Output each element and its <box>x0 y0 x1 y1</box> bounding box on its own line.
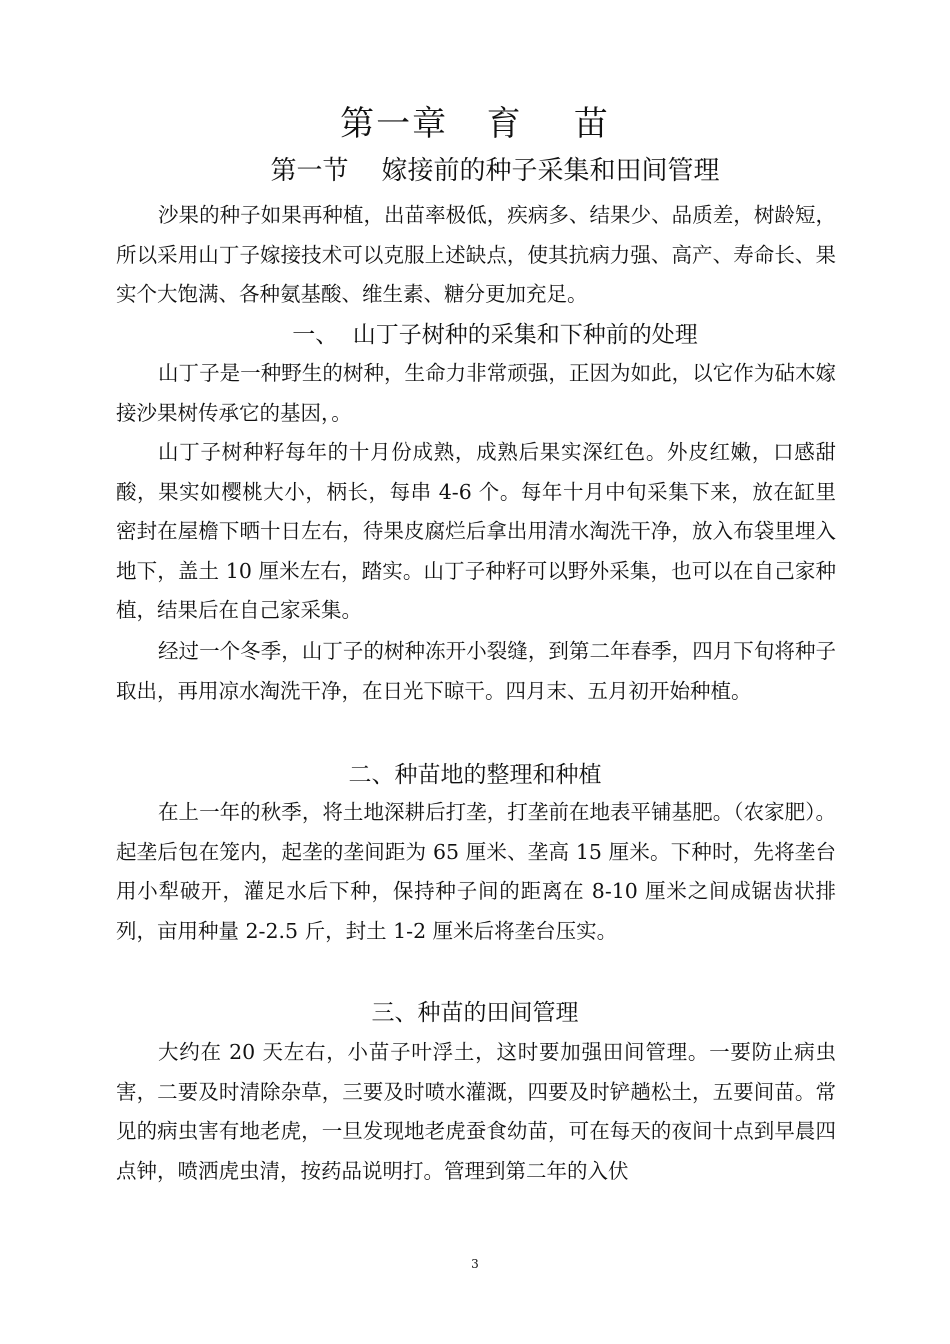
intro-paragraph: 沙果的种子如果再种植，出苗率极低，疾病多、结果少、品质差，树龄短，所以采用山丁子嫁接技术可以克服上述缺点，使其抗病力强、高产、寿命长、果实个大饱满、各种氨基酸、维生素、糖分更加充足。 <box>116 203 836 306</box>
subsection-heading-2: 二、种苗地的整理和种植 <box>348 762 602 788</box>
page-number: 3 <box>471 1257 479 1271</box>
chapter-title: 第一章 育 苗 <box>340 104 610 144</box>
body-paragraph: 经过一个冬季，山丁子的树种冻开小裂缝，到第二年春季，四月下旬将种子取出，再用凉水淘洗干净，在日光下晾干。四月末、五月初开始种植。 <box>116 639 836 703</box>
body-paragraph: 在上一年的秋季，将土地深耕后打垄，打垄前在地表平铺基肥。（农家肥）。起垄后包在笼内，起垄的垄间距为 65 厘米、垄高 15 厘米。下种时，先将垄台用小犁破开，灌足水后下种，保持种子间的距离在 8-10 厘米之间成锯齿状排列，亩用种量 2-2.5 斤，封土 1-2 厘米后将垄台压实。 <box>116 800 836 943</box>
subsection-heading-1: 一、 山丁子树种的采集和下种前的处理 <box>292 322 698 348</box>
body-paragraph: 大约在 20 天左右，小苗子叶浮土，这时要加强田间管理。一要防止病虫害，二要及时清除杂草，三要及时喷水灌溉，四要及时铲趟松土，五要间苗。常见的病虫害有地老虎，一旦发现地老虎蚕食幼苗，可在每天的夜间十点到早晨四点钟，喷洒虎虫清，按药品说明打。管理到第二年的入伏 <box>116 1040 836 1183</box>
subsection-heading-3: 三、种苗的田间管理 <box>371 1000 579 1026</box>
section-title: 第一节 嫁接前的种子采集和田间管理 <box>270 156 720 186</box>
body-paragraph: 山丁子是一种野生的树种，生命力非常顽强，正因为如此，以它作为砧木嫁接沙果树传承它的基因，。 <box>116 361 836 425</box>
body-paragraph: 山丁子树种籽每年的十月份成熟，成熟后果实深红色。外皮红嫩，口感甜酸，果实如樱桃大小，柄长，每串 4-6 个。每年十月中旬采集下来，放在缸里密封在屋檐下晒十日左右，待果皮腐烂后拿出用清水淘洗干净，放入布袋里埋入地下，盖土 10 厘米左右，踏实。山丁子种籽可以野外采集，也可以在自己家种植，结果后在自己家采集。 <box>116 440 836 622</box>
